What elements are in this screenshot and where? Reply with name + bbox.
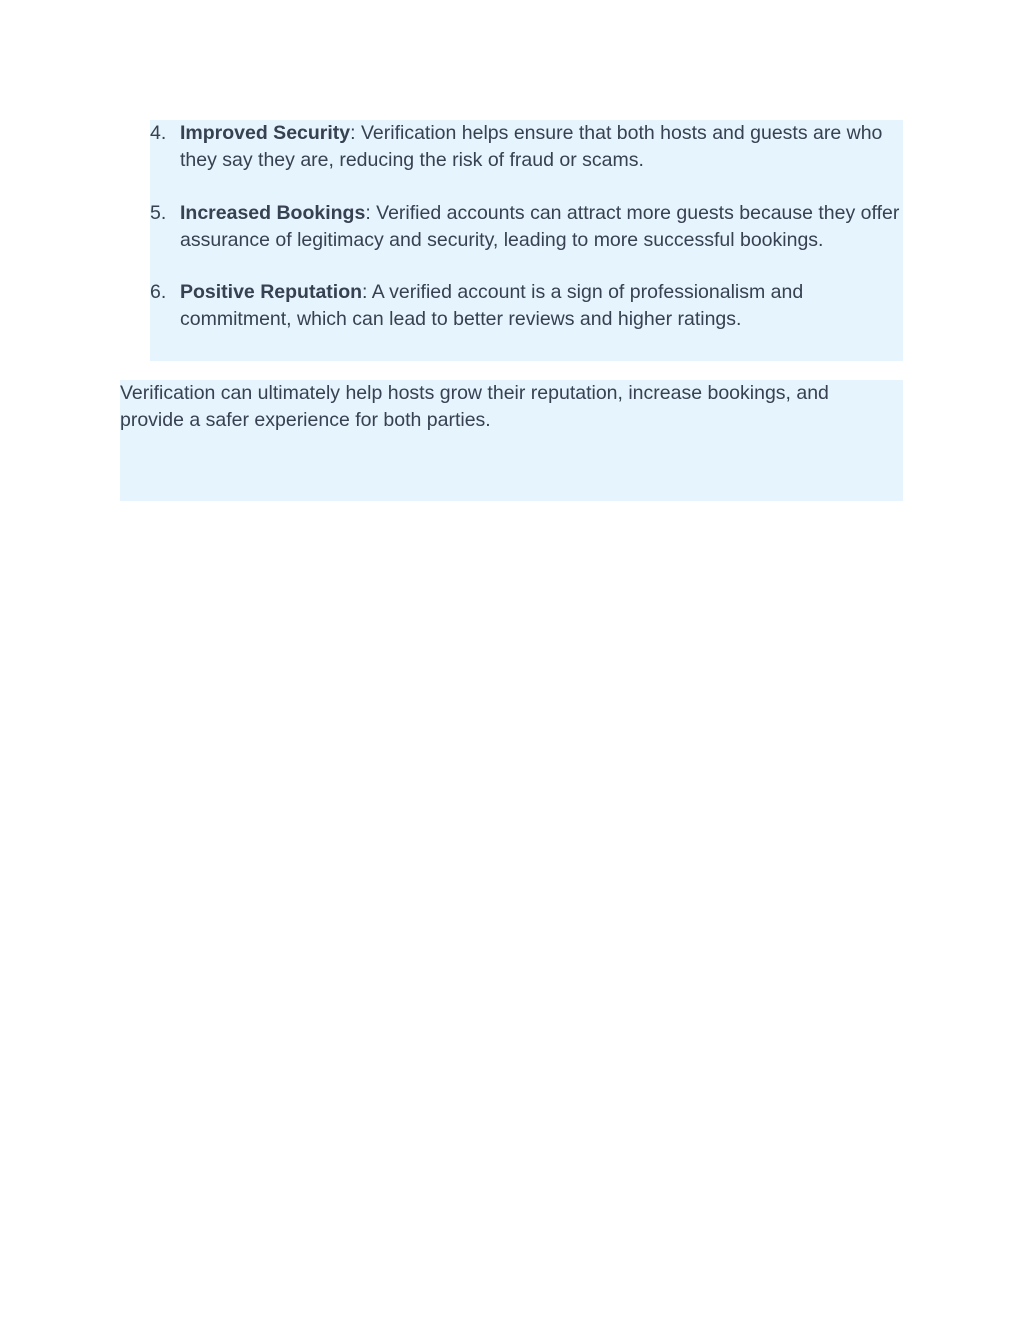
benefits-list xyxy=(150,120,903,361)
list-item-description: : Verified accounts can attract more guests because they offer assurance of legitimacy and security, leading to more successful bookings. xyxy=(180,202,900,251)
list-item-number: 4. xyxy=(150,122,167,144)
list-item-title: Improved Security xyxy=(180,122,351,144)
list-item-title: Increased Bookings xyxy=(180,202,366,224)
list-item-description: : A verified account is a sign of professionalism and commitment, which can lead to better reviews and higher ratings. xyxy=(180,281,804,330)
summary-block xyxy=(120,380,903,501)
list-item-title: Positive Reputation xyxy=(180,281,363,303)
summary-paragraph: Verification can ultimately help hosts grow their reputation, increase bookings, and provide a safer experience for both parties. xyxy=(120,382,829,431)
list-item-body xyxy=(180,279,900,333)
list-item-body xyxy=(180,200,900,254)
list-item-description: : Verification helps ensure that both hosts and guests are who they say they are, reducing the risk of fraud or scams. xyxy=(180,122,883,171)
list-item-body xyxy=(180,120,900,174)
list-item-number: 5. xyxy=(150,202,167,224)
list-item-number: 6. xyxy=(150,281,167,303)
